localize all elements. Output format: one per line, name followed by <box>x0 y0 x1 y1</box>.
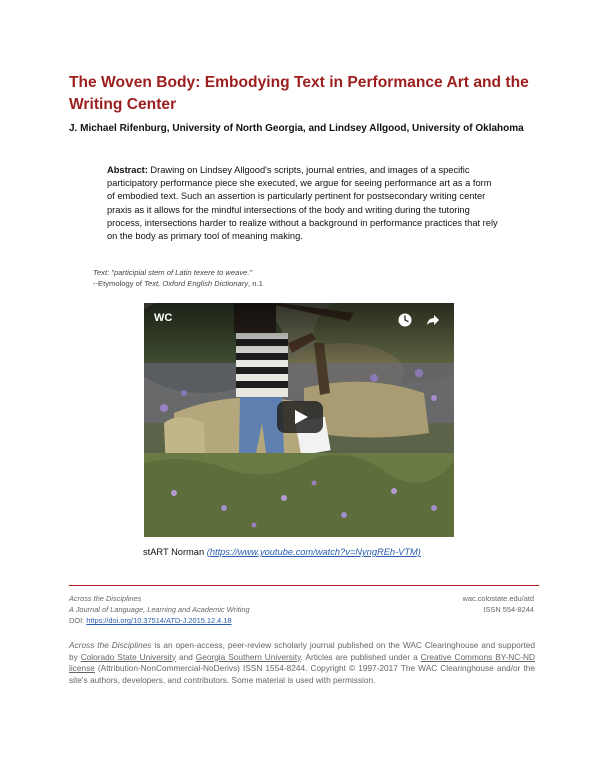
epigraph-source-prefix: --Etymology of <box>93 279 145 289</box>
footer-notice-journal: Across the Disciplines <box>69 640 152 650</box>
footer-journal-info <box>69 593 369 627</box>
footer-link-license[interactable]: Creative Commons BY-NC-ND license <box>69 651 535 673</box>
footer-notice <box>69 640 535 686</box>
channel-badge: WC <box>154 312 173 324</box>
epigraph-quote: Text: "participial stem of Latin texere to weave." <box>93 268 253 277</box>
footer-notice-p1: is an open-access, peer-review scholarly journal published on the WAC Clearinghouse and supported by <box>69 640 535 662</box>
epigraph-source <box>93 278 513 289</box>
article-title: The Woven Body: Embodying Text in Performance Art and the Writing Center <box>69 74 529 113</box>
epigraph <box>93 267 513 289</box>
footer-doi-link[interactable]: https://doi.org/10.37514/ATD-J.2015.12.4.18 <box>86 616 232 626</box>
clock-icon[interactable] <box>398 313 412 327</box>
footer-link-gsu[interactable]: Georgia Southern University <box>195 651 301 662</box>
article-authors: J. Michael Rifenburg, University of North Georgia, and Lindsey Allgood, University of Oklahoma <box>69 123 524 134</box>
footer-issn: ISSN 554-8244 <box>483 605 534 615</box>
caption-link[interactable]: (https://www.youtube.com/watch?v=NyngREh-VTM) <box>206 547 421 557</box>
caption-label: stART Norman <box>143 547 207 557</box>
abstract-label: Abstract: <box>107 165 148 175</box>
play-icon <box>277 401 323 433</box>
footer-link-csu[interactable]: Colorado State University <box>80 651 177 662</box>
footer-site-info <box>400 593 534 615</box>
epigraph-source-title: Text, Oxford English Dictionary <box>144 279 249 289</box>
video-caption <box>143 546 543 559</box>
play-button[interactable] <box>277 401 323 433</box>
footer-divider <box>69 585 539 586</box>
abstract-text: Drawing on Lindsey Allgood's scripts, journal entries, and images of a specific participatory performance piece she executed, we argue for seeing performance art as a form of embodied text. Such an assertion is particularly pertinent for postsecondary writing center praxis as it allows for the mindful intersections of the body and writing during the tutoring process, intersections harder to realize without a background in performance practices that rely on the body as primary tool of meaning making. <box>107 165 498 242</box>
footer-journal-subtitle: A Journal of Language, Learning and Academic Writing <box>69 605 250 615</box>
epigraph-source-suffix: , n.1 <box>248 279 263 289</box>
footer-site: wac.colostate.edu/atd <box>462 594 534 603</box>
footer-doi-label: DOI: <box>69 616 87 626</box>
footer-notice-and: and <box>176 651 196 662</box>
footer-journal-name: Across the Disciplines <box>69 594 142 603</box>
video-embed[interactable] <box>144 303 454 537</box>
footer-doi <box>69 615 369 626</box>
footer-notice-p3: (Attribution-NonCommercial-NoDerivs) ISSN 1554-8244. Copyright © 1997-2017 The WAC Clearinghouse and/or the site's authors, developers, and contributors. Some material is used with permission. <box>69 663 535 685</box>
share-icon[interactable] <box>426 313 440 327</box>
footer-notice-p2: . Articles are published under a <box>300 651 421 662</box>
abstract <box>107 164 501 243</box>
